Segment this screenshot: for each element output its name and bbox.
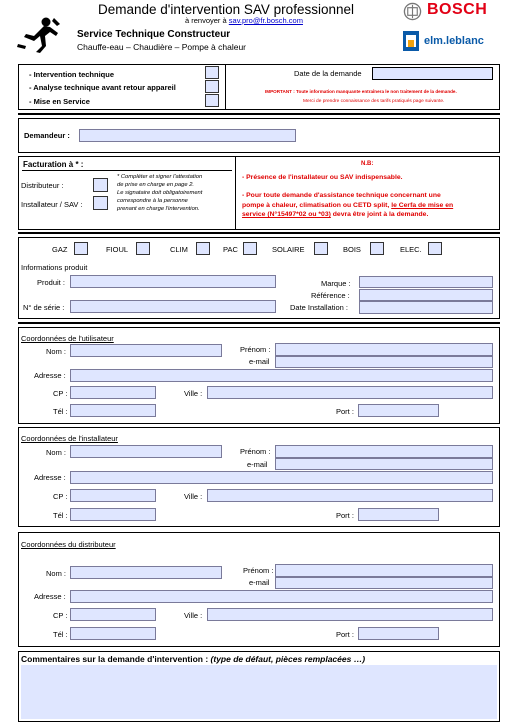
installer-prenom-label: Prénom : <box>240 447 271 456</box>
distributor-email-field[interactable] <box>275 577 493 589</box>
send-prefix: à renvoyer à <box>185 16 229 25</box>
produit-label: Produit : <box>37 278 65 287</box>
comments-hint: (type de défaut, pièces remplacées …) <box>210 654 366 664</box>
requester-label: Demandeur : <box>24 131 70 140</box>
elm-leblanc-wordmark: elm.leblanc <box>424 35 484 47</box>
user-contact-title: Coordonnées de l'utilisateur <box>21 334 114 343</box>
important-note: IMPORTANT : Toute information manquante entraînera le non traitement de la demande. <box>265 89 457 94</box>
separator <box>18 113 500 115</box>
billing-note-line: de prise en charge en page 2. <box>117 182 195 188</box>
user-cp-field[interactable] <box>70 386 156 399</box>
user-port-field[interactable] <box>358 404 439 417</box>
installer-port-label: Port : <box>336 511 354 520</box>
user-ville-field[interactable] <box>207 386 493 399</box>
installer-ville-label: Ville : <box>184 492 203 501</box>
billing-installer-label: Installateur / SAV : <box>21 200 83 209</box>
checkbox-commissioning[interactable] <box>205 94 219 107</box>
energy-label-fioul: FIOUL <box>106 245 129 254</box>
comments-field[interactable] <box>21 665 497 719</box>
distributor-port-field[interactable] <box>358 627 439 640</box>
billing-note-line: Le signataire doit obligatoirement <box>117 190 203 196</box>
serie-field[interactable] <box>70 300 276 313</box>
energy-label-gaz: GAZ <box>52 245 68 254</box>
billing-distributor-label: Distributeur : <box>21 181 64 190</box>
marque-field[interactable] <box>359 276 493 288</box>
produit-field[interactable] <box>70 275 276 288</box>
user-ville-label: Ville : <box>184 389 203 398</box>
distributor-ville-field[interactable] <box>207 608 493 621</box>
installer-contact-title: Coordonnées de l'installateur <box>21 434 118 443</box>
installer-tel-field[interactable] <box>70 508 156 521</box>
page-title: Demande d'intervention SAV professionnel <box>98 2 354 17</box>
date-install-label: Date Installation : <box>290 303 348 312</box>
reference-field[interactable] <box>359 289 493 301</box>
checkbox-energy-fioul[interactable] <box>136 242 150 255</box>
user-tel-label: Tél : <box>53 407 68 416</box>
user-email-label: e-mail <box>249 357 270 366</box>
user-email-field[interactable] <box>275 356 493 368</box>
checkbox-billing-distributor[interactable] <box>93 178 108 192</box>
billing-divider <box>235 156 236 230</box>
date-install-field[interactable] <box>359 301 493 314</box>
nb-cerfa-underlined: service (N°15497*02 ou *03) <box>242 211 331 218</box>
distributor-adresse-field[interactable] <box>70 590 493 603</box>
distributor-adresse-label: Adresse : <box>34 592 66 601</box>
send-to-line <box>185 16 303 25</box>
product-info-title: Informations produit <box>21 263 88 272</box>
nb-cerfa-line1: - Pour toute demande d'assistance technique concernant une <box>242 192 441 199</box>
user-tel-field[interactable] <box>70 404 156 417</box>
checkbox-analysis[interactable] <box>205 80 219 93</box>
installer-cp-label: CP : <box>53 492 68 501</box>
nb-cerfa <box>242 191 453 220</box>
distributor-tel-label: Tél : <box>53 630 68 639</box>
user-cp-label: CP : <box>53 389 68 398</box>
checkbox-billing-installer[interactable] <box>93 196 108 210</box>
date-label: Date de la demande <box>294 69 362 78</box>
installer-adresse-label: Adresse : <box>34 473 66 482</box>
billing-note <box>117 173 202 213</box>
installer-email-field[interactable] <box>275 458 493 470</box>
user-prenom-field[interactable] <box>275 343 493 356</box>
service-products: Chauffe-eau – Chaudière – Pompe à chaleur <box>77 42 247 52</box>
user-prenom-label: Prénom : <box>240 345 271 354</box>
reference-label: Référence : <box>311 291 350 300</box>
nb-cerfa-text: pompe à chaleur, climatisation ou CETD split, <box>242 201 392 209</box>
bosch-armature-icon <box>403 2 422 21</box>
distributor-contact-title: Coordonnées du distributeur <box>21 540 116 549</box>
distributor-port-label: Port : <box>336 630 354 639</box>
checkbox-energy-elec[interactable] <box>428 242 442 255</box>
checkbox-energy-pac[interactable] <box>243 242 257 255</box>
separator <box>18 232 500 234</box>
distributor-email-label: e-mail <box>249 578 270 587</box>
energy-label-clim: CLIM <box>170 245 188 254</box>
service-title: Service Technique Constructeur <box>77 29 231 40</box>
installer-port-field[interactable] <box>358 508 439 521</box>
distributor-prenom-field[interactable] <box>275 564 493 577</box>
checkbox-energy-bois[interactable] <box>370 242 384 255</box>
nb-cerfa-line2 <box>242 201 453 211</box>
separator <box>18 322 500 324</box>
installer-ville-field[interactable] <box>207 489 493 502</box>
comments-title <box>21 654 365 664</box>
serie-label: N° de série : <box>23 303 65 312</box>
request-divider <box>225 64 226 110</box>
distributor-cp-field[interactable] <box>70 608 156 621</box>
nb-title: N.B: <box>361 161 374 167</box>
user-port-label: Port : <box>336 407 354 416</box>
installer-cp-field[interactable] <box>70 489 156 502</box>
energy-label-solaire: SOLAIRE <box>272 245 305 254</box>
elm-leblanc-icon <box>403 31 419 51</box>
send-email-link[interactable]: sav.pro@fr.bosch.com <box>228 16 303 25</box>
technician-icon <box>16 16 62 54</box>
marque-label: Marque : <box>321 279 351 288</box>
energy-label-elec: ELEC. <box>400 245 422 254</box>
installer-nom-label: Nom : <box>46 448 67 457</box>
billing-note-line: prenant en charge l'intervention. <box>117 206 200 212</box>
requester-field[interactable] <box>79 129 296 142</box>
comments-title-text: Commentaires sur la demande d'intervention : <box>21 654 211 664</box>
checkbox-energy-solaire[interactable] <box>314 242 328 255</box>
energy-label-bois: BOIS <box>343 245 361 254</box>
energy-label-pac: PAC <box>223 245 238 254</box>
installer-nom-field[interactable] <box>70 445 222 458</box>
distributor-nom-field[interactable] <box>70 566 222 579</box>
distributor-prenom-label: Prénom : <box>243 566 274 575</box>
bosch-wordmark: BOSCH <box>427 1 488 18</box>
request-item-analysis: - Analyse technique avant retour appareil <box>29 83 176 92</box>
distributor-tel-field[interactable] <box>70 627 156 640</box>
distributor-cp-label: CP : <box>53 611 68 620</box>
billing-title: Facturation à * : <box>23 160 84 169</box>
nb-cerfa-line3 <box>242 210 453 220</box>
checkbox-energy-clim[interactable] <box>196 242 210 255</box>
billing-title-underline <box>22 170 232 171</box>
checkbox-technical[interactable] <box>205 66 219 79</box>
distributor-nom-label: Nom : <box>46 569 67 578</box>
nb-cerfa-underlined: le Cerfa de mise en <box>391 201 454 209</box>
date-field[interactable] <box>372 67 493 80</box>
request-item-technical: - Intervention technique <box>29 70 115 79</box>
user-adresse-field[interactable] <box>70 369 493 382</box>
nb-installer-required: - Présence de l'installateur ou SAV indispensable. <box>242 174 403 181</box>
user-adresse-label: Adresse : <box>34 371 66 380</box>
distributor-ville-label: Ville : <box>184 611 203 620</box>
request-item-commissioning: - Mise en Service <box>29 97 90 106</box>
billing-note-line: * Compléter et signer l'attestation <box>117 174 203 180</box>
nb-cerfa-text: devra être joint à la demande. <box>330 211 429 218</box>
user-nom-label: Nom : <box>46 347 67 356</box>
installer-prenom-field[interactable] <box>275 445 493 458</box>
installer-email-label: e-mail <box>247 460 268 469</box>
checkbox-energy-gaz[interactable] <box>74 242 88 255</box>
billing-note-line: correspondre à la personne <box>117 198 188 204</box>
installer-adresse-field[interactable] <box>70 471 493 484</box>
tariffs-note: Merci de prendre connaissance des tarifs pratiqués page suivante. <box>303 99 445 104</box>
installer-tel-label: Tél : <box>53 511 68 520</box>
user-nom-field[interactable] <box>70 344 222 357</box>
